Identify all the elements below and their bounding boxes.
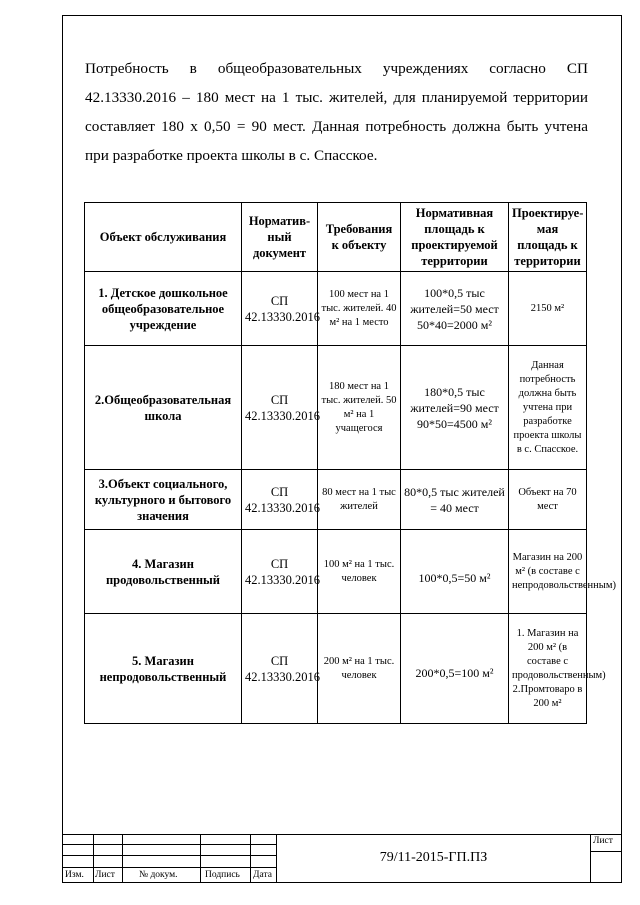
cell-projected-area: Объект на 70 мест [509,470,587,530]
cell-object: 1. Детское дошкольное общеобразовательное учреждение [85,272,242,346]
cell-requirements: 200 м² на 1 тыс. человек [318,614,401,724]
header-document: Норматив-ный документ [242,203,318,272]
document-code: 79/11-2015-ГП.ПЗ [276,835,591,883]
table-row [85,346,587,470]
table-row [85,470,587,530]
table-header-row [85,203,587,272]
services-table [84,202,616,724]
sheet-divider [591,851,622,852]
title-block [62,834,622,883]
label-sheet: Лист [95,870,115,880]
label-signature: Подпись [205,870,240,880]
table-row [85,530,587,614]
header-projected-area: Проектируе-мая площадь к территории [509,203,587,272]
cell-requirements: 100 мест на 1 тыс. жителей. 40 м² на 1 место [318,272,401,346]
label-revision: Изм. [65,870,84,880]
header-requirements: Требования к объекту [318,203,401,272]
revision-grid [62,835,276,883]
cell-projected-area: Данная потребность должна быть учтена при разработке проекта школы в с. Спасское. [509,346,587,470]
cell-object: 5. Магазин непродовольственный [85,614,242,724]
cell-object: 4. Магазин продовольственный [85,530,242,614]
label-document-number: № докум. [139,870,178,880]
cell-normative-area: 180*0,5 тыс жителей=90 мест 90*50=4500 м² [401,346,509,470]
cell-projected-area: Магазин на 200 м² (в составе с непродовольственным) [509,530,587,614]
cell-normative-area: 100*0,5=50 м² [401,530,509,614]
cell-document: СП 42.13330.2016 [242,614,318,724]
cell-requirements: 100 м² на 1 тыс. человек [318,530,401,614]
cell-object: 2.Общеобразовательная школа [85,346,242,470]
cell-projected-area: 2150 м² [509,272,587,346]
sheet-label: Лист [593,836,613,846]
label-date: Дата [253,870,272,880]
cell-requirements: 80 мест на 1 тыс жителей [318,470,401,530]
cell-document: СП 42.13330.2016 [242,470,318,530]
cell-object: 3.Объект социального, культурного и бытового значения [85,470,242,530]
header-object: Объект обслуживания [85,203,242,272]
cell-document: СП 42.13330.2016 [242,272,318,346]
cell-normative-area: 100*0,5 тыс жителей=50 мест 50*40=2000 м² [401,272,509,346]
cell-document: СП 42.13330.2016 [242,530,318,614]
cell-projected-area: 1. Магазин на 200 м² (в составе с продовольственным) 2.Промтоваро в 200 м² [509,614,587,724]
header-normative-area: Нормативная площадь к проектируемой территории [401,203,509,272]
cell-normative-area: 200*0,5=100 м² [401,614,509,724]
table-row [85,272,587,346]
table-row [85,614,587,724]
cell-normative-area: 80*0,5 тыс жителей = 40 мест [401,470,509,530]
cell-document: СП 42.13330.2016 [242,346,318,470]
intro-paragraph: Потребность в общеобразовательных учреждениях согласно СП 42.13330.2016 – 180 мест на 1 тыс. жителей, для планируемой территории составляет 180 х 0,50 = 90 мест. Данная потребность должна быть учтена при разработке проекта школы в с. Спасское. [85,60,588,164]
cell-requirements: 180 мест на 1 тыс. жителей. 50 м² на 1 учащегося [318,346,401,470]
